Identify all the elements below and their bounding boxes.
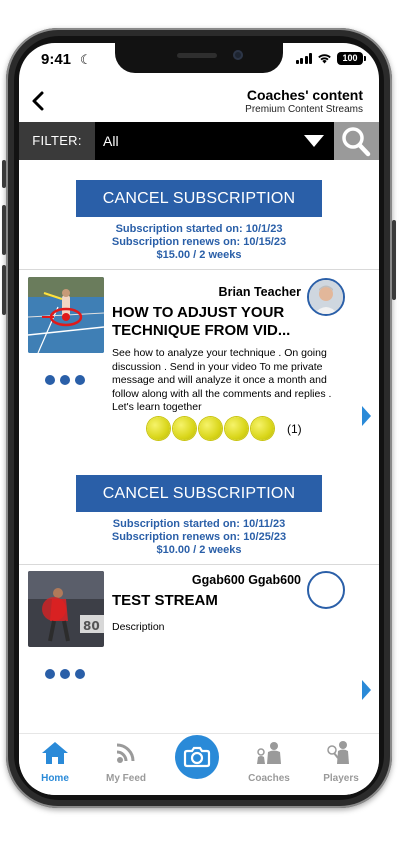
tennis-ball-rating-icon — [173, 417, 196, 440]
stream-post[interactable] — [19, 270, 379, 460]
coach-name: Ggab600 Ggab600 — [191, 573, 301, 587]
rating-row — [147, 417, 302, 440]
tab-label: Players — [323, 773, 359, 784]
phone-side-button — [2, 160, 6, 188]
subscription-renew-date: Subscription renews on: 10/15/23 — [111, 236, 287, 248]
chevron-right-icon[interactable] — [362, 406, 371, 426]
cancel-subscription-button[interactable]: CANCEL SUBSCRIPTION — [76, 180, 322, 217]
moon-icon: ☾ — [80, 52, 92, 67]
stream-thumbnail[interactable] — [28, 277, 104, 353]
coach-name: Brian Teacher — [218, 285, 301, 299]
status-indicators — [296, 52, 364, 65]
tab-label: Home — [41, 773, 69, 784]
home-icon — [40, 740, 70, 766]
tab-home[interactable] — [23, 740, 87, 784]
tennis-ball-rating-icon — [251, 417, 274, 440]
tab-coaches[interactable] — [237, 740, 301, 784]
filter-dropdown[interactable] — [95, 122, 334, 160]
subscriptions-list — [19, 160, 379, 732]
subscription-start-date: Subscription started on: 10/1/23 — [115, 223, 283, 235]
battery-icon: 100 — [337, 52, 363, 65]
coaches-icon — [253, 740, 285, 766]
search-button[interactable] — [334, 122, 379, 160]
chevron-right-icon[interactable] — [362, 680, 371, 700]
tab-label: My Feed — [105, 773, 146, 784]
phone-side-button — [2, 205, 6, 255]
filter-selected-value: All — [103, 133, 119, 149]
tennis-court-image — [28, 277, 104, 353]
svg-text:80: 80 — [83, 619, 100, 633]
dropdown-caret-icon — [304, 135, 324, 147]
subscription-summary — [19, 180, 379, 262]
signal-icon — [296, 53, 313, 64]
stream-thumbnail[interactable] — [28, 571, 104, 647]
players-icon — [325, 740, 357, 766]
camera-button[interactable] — [175, 735, 219, 779]
search-icon — [334, 122, 379, 160]
subscription-info — [19, 223, 379, 262]
subscription-renew-date: Subscription renews on: 10/25/23 — [111, 531, 287, 543]
status-time: 9:41 — [41, 51, 72, 68]
phone-notch — [115, 43, 283, 73]
tennis-ball-rating-icon — [147, 417, 170, 440]
back-arrow-icon[interactable] — [27, 89, 51, 113]
tab-my-feed[interactable] — [94, 740, 158, 784]
tennis-ball-rating-icon — [225, 417, 248, 440]
page-subtitle: Premium Content Streams — [245, 104, 363, 115]
bottom-tab-bar — [19, 733, 379, 795]
more-options-button[interactable] — [45, 375, 85, 385]
subscription-start-date: Subscription started on: 10/11/23 — [112, 518, 286, 530]
rss-feed-icon — [111, 740, 141, 766]
page-title: Coaches' content — [246, 87, 363, 103]
rating-count: (1) — [287, 421, 302, 436]
page-header — [19, 83, 379, 123]
more-options-button[interactable] — [45, 669, 85, 679]
stream-description: See how to analyze your technique . On going discussion . Send in your video To me private message and will analyze it once a month and follow along with all the comments and replies . Let's learn together — [112, 347, 332, 413]
front-camera — [233, 50, 243, 60]
phone-power-button — [392, 220, 396, 300]
stream-description: Description — [112, 621, 165, 633]
tennis-ball-rating-icon — [199, 417, 222, 440]
filter-label: FILTER: — [19, 122, 95, 160]
app-screen — [19, 43, 379, 795]
stream-title[interactable]: HOW TO ADJUST YOUR TECHNIQUE FROM VID... — [112, 304, 291, 339]
subscription-info — [19, 518, 379, 557]
subscription-price: $15.00 / 2 weeks — [156, 249, 242, 261]
speaker-grille — [177, 53, 217, 58]
cancel-subscription-button[interactable]: CANCEL SUBSCRIPTION — [76, 475, 322, 512]
player-photo-image — [28, 571, 104, 647]
wifi-icon — [317, 53, 332, 64]
subscription-price: $10.00 / 2 weeks — [156, 544, 242, 556]
subscription-summary — [19, 475, 379, 557]
filter-bar — [19, 122, 379, 160]
stream-title[interactable]: TEST STREAM — [112, 592, 218, 609]
camera-icon — [175, 735, 219, 779]
phone-side-button — [2, 265, 6, 315]
stream-post[interactable] — [19, 565, 379, 725]
tab-label: Coaches — [248, 773, 290, 784]
tab-players[interactable] — [309, 740, 373, 784]
